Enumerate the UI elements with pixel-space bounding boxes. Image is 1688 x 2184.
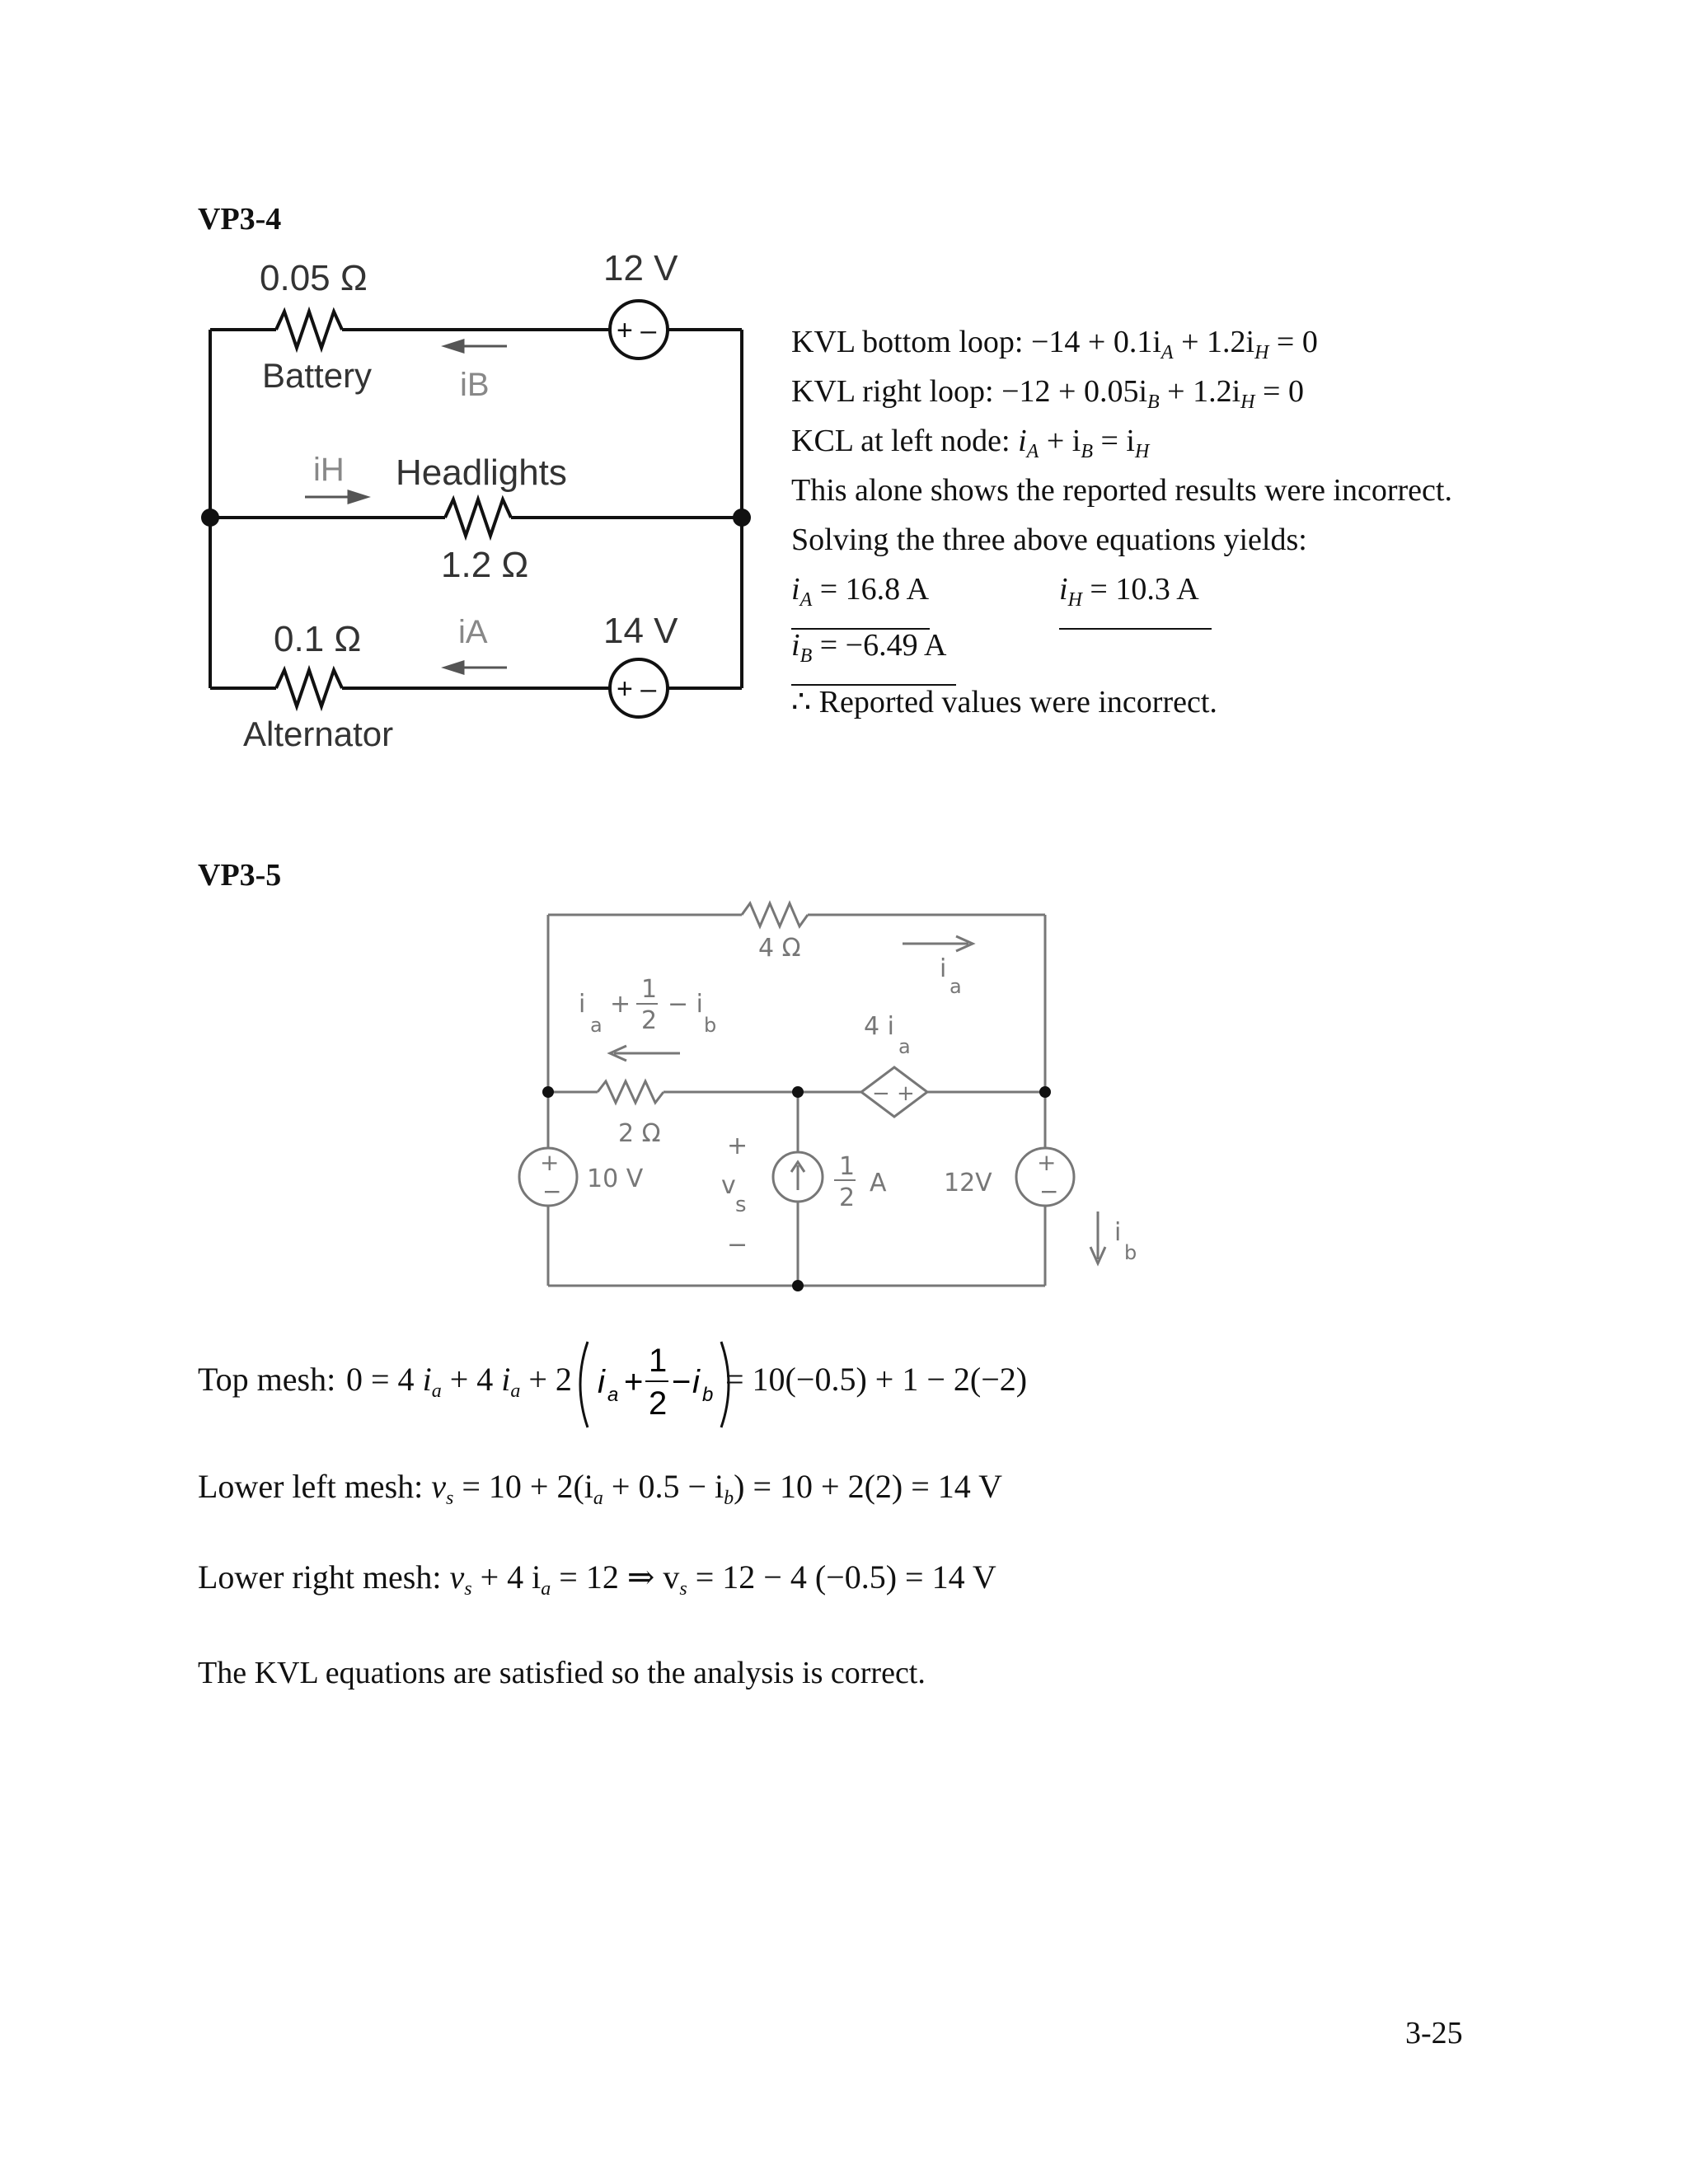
alternator-label: Alternator	[243, 715, 394, 753]
mesh-circuit	[495, 890, 1170, 1319]
v12-minus: −	[1039, 1178, 1059, 1205]
top-mesh-lhs: 0 = 4 $i_a + 4$ $i_a + 2$	[346, 1361, 572, 1402]
source-12v-label: 12 V	[603, 248, 678, 288]
vs-label: v	[721, 1171, 736, 1200]
battery-label: Battery	[262, 356, 373, 395]
note-line: This alone shows the reported results were incorrect.	[791, 473, 1452, 508]
vs-sub: s	[735, 1193, 747, 1217]
branch-current-sub-b: b	[704, 1014, 717, 1037]
source-12v-polarity: + –	[617, 315, 657, 346]
current-ih-label: iH	[313, 452, 345, 488]
branch-current-i: i	[579, 990, 586, 1019]
left-node	[201, 509, 219, 527]
node-right	[1039, 1086, 1051, 1098]
vs-plus: +	[727, 1132, 748, 1160]
svg-text:+: +	[624, 1364, 644, 1400]
isrc-unit: A	[870, 1169, 887, 1197]
source-10v-label: 10 V	[587, 1165, 644, 1193]
final-statement: The KVL equations are satisfied so the analysis is correct.	[198, 1656, 926, 1690]
current-ib-label: iB	[460, 367, 490, 403]
node-bottom	[792, 1280, 804, 1291]
ia-label: i	[940, 954, 947, 983]
kvl-bottom-loop-line: KVL bottom loop: $-14 + 0.1i_A + 1.2i_H = 0$	[791, 325, 1318, 363]
isrc-num: 1	[839, 1152, 856, 1181]
ib-sub: b	[1124, 1241, 1137, 1264]
page-number: 3-25	[1405, 2016, 1463, 2050]
problem-heading-vp3-5: VP3-5	[198, 858, 282, 893]
branch-current-sub-a: a	[590, 1014, 603, 1037]
headlights-resistor-label: 1.2 Ω	[441, 545, 529, 585]
svg-text:1: 1	[649, 1343, 668, 1379]
kcl-left-node-line: KCL at left node: $i_A + i_B = i_H$	[791, 424, 1150, 462]
branch-current-plus: +	[610, 990, 631, 1019]
headlights-label: Headlights	[396, 452, 567, 493]
svg-text:−: −	[672, 1364, 692, 1400]
lower-right-mesh-line: Lower right mesh: $v_s + 4$ $i_a = 12$ ⇒ $v_s = 12 - 4$ (−0.5) = 14 V	[198, 1558, 996, 1600]
dependent-source-sub: a	[898, 1035, 911, 1058]
result-ib: $i_B = -6.49$ A	[791, 621, 956, 686]
v10-plus: +	[540, 1149, 560, 1176]
svg-text:2: 2	[649, 1385, 668, 1422]
result-ia: $i_A = 16.8$ A	[791, 565, 930, 630]
dependent-source-label: 4 i	[864, 1012, 894, 1041]
solving-line: Solving the three above equations yields:	[791, 523, 1307, 557]
dependent-source-signs: − +	[872, 1081, 915, 1106]
battery-headlight-circuit	[181, 231, 791, 775]
problem-heading-vp3-4: VP3-4	[198, 202, 282, 237]
source-14v-label: 14 V	[603, 611, 678, 651]
source-12v-label: 12V	[944, 1169, 992, 1197]
resistor-4-label: 4 Ω	[758, 934, 801, 963]
conclusion-line: ∴ Reported values were incorrect.	[791, 685, 1217, 719]
isrc-den: 2	[839, 1183, 856, 1212]
kvl-right-loop-line: KVL right loop: $-12 + 0.05i_B + 1.2i_H = 0$	[791, 374, 1304, 413]
branch-current-den: 2	[641, 1006, 658, 1035]
v10-minus: −	[542, 1178, 562, 1205]
svg-text:a: a	[607, 1384, 619, 1406]
battery-resistor-label: 0.05 Ω	[260, 258, 368, 298]
v12-plus: +	[1037, 1149, 1057, 1176]
node-left	[542, 1086, 554, 1098]
current-ia-label: iA	[458, 614, 488, 650]
svg-text:i: i	[598, 1364, 605, 1400]
result-ih: $i_H = 10.3$ A	[1059, 565, 1212, 630]
resistor-2-label: 2 Ω	[618, 1119, 661, 1148]
branch-current-num: 1	[641, 975, 658, 1004]
node-middle	[792, 1086, 804, 1098]
ib-label: i	[1114, 1218, 1122, 1247]
branch-current-minus: − i	[668, 990, 704, 1019]
ia-sub: a	[950, 975, 962, 998]
source-14v-polarity: + –	[617, 673, 657, 705]
vs-minus: −	[727, 1230, 748, 1259]
alternator-resistor-label: 0.1 Ω	[274, 619, 362, 659]
svg-text:b: b	[702, 1384, 714, 1406]
svg-text:i: i	[692, 1364, 700, 1400]
lower-left-mesh-line: Lower left mesh: $v_s = 10 + 2(i_a + 0.5 - i_b) = 10 + 2(2) = 14$ V	[198, 1468, 1002, 1509]
right-node	[733, 509, 751, 527]
